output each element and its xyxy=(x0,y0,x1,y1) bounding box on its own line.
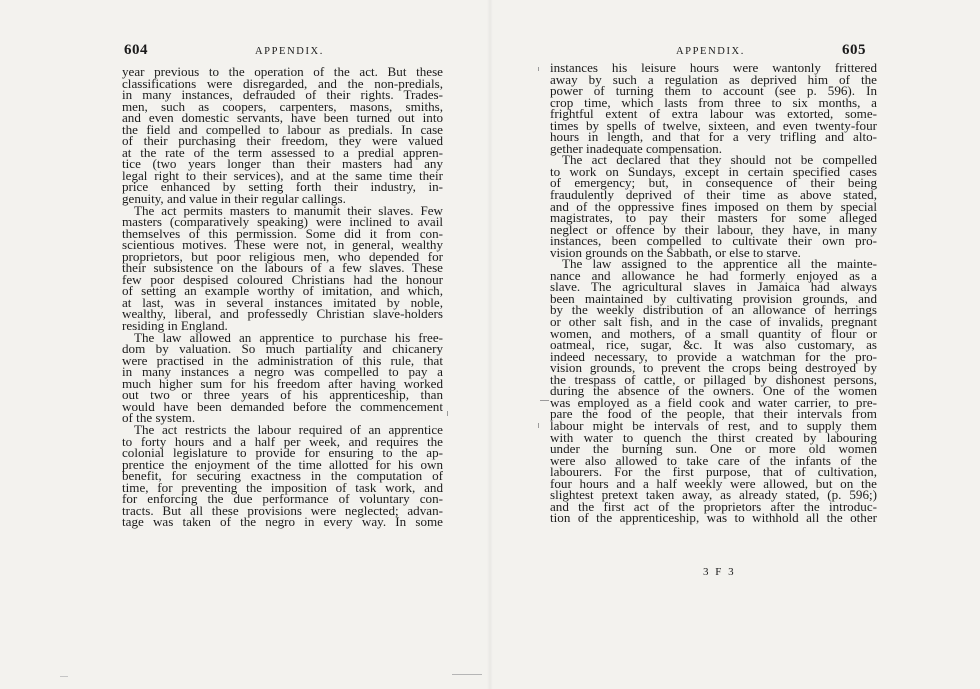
text-line: to work on Sundays, except in certain specified cases xyxy=(550,163,877,179)
text-line: under the burning sun. One or more old women xyxy=(550,441,877,457)
text-line: of their purchasing their freedom, they were valued xyxy=(122,133,443,149)
text-line: were also allowed to take care of the infants of the xyxy=(550,452,877,468)
text-line: price enhanced by setting forth their industry, in- xyxy=(122,179,443,195)
text-line: nance and allowance he had formerly enjoyed as a xyxy=(550,267,877,283)
bottom-scan-mark xyxy=(60,676,68,677)
text-line: dom by valuation. So much partiality and chicanery xyxy=(122,341,443,357)
margin-dash xyxy=(540,400,549,401)
text-line: legal right to their services), and at the same time their xyxy=(122,167,443,183)
text-line: residing in England. xyxy=(122,318,228,334)
margin-speck xyxy=(538,67,539,71)
text-line: The act restricts the labour required of an apprentice xyxy=(134,421,443,437)
text-line: tice (two years longer than their masters had any xyxy=(122,156,443,172)
text-line: tion of the apprenticeship, was to withhold all the other xyxy=(550,510,877,526)
text-line: oatmeal, rice, sugar, &c. It was also customary, as xyxy=(550,337,877,353)
text-line: tracts. But all these provisions were neglected; advan- xyxy=(122,502,443,518)
text-line: been maintained by cultivating provision grounds, and xyxy=(550,290,877,306)
text-line: slightest pretext taken away, as already stated, (p. 596;) xyxy=(550,487,877,503)
text-line: for enforcing the due performance of voluntary con- xyxy=(122,491,443,507)
text-line: labourers. For the first purpose, that of cultivation, xyxy=(550,464,877,480)
text-line: and of the oppressive fines imposed on them by special xyxy=(550,198,877,214)
text-line: away by such a regulation as deprived him of the xyxy=(550,71,877,87)
text-line: during the absence of the owners. One of the women xyxy=(550,383,877,399)
text-line: slave. The agricultural slaves in Jamaica had always xyxy=(550,279,877,295)
text-line: at the rate of the term assessed to a predial appren- xyxy=(122,144,443,160)
text-line: women, and mothers, of a small quantity of flour or xyxy=(550,325,877,341)
text-line: or other salt fish, and in the case of invalids, pregnant xyxy=(550,314,877,330)
text-line: with water to quench the thirst created by labouring xyxy=(550,429,877,445)
text-line: The law allowed an apprentice to purchase his free- xyxy=(134,329,443,345)
text-line: indeed necessary, to provide a watchman for the pro- xyxy=(550,348,877,364)
text-line: time, for preventing the imposition of task work, and xyxy=(122,479,443,495)
text-line: instances, been compelled to cultivate their own pro- xyxy=(550,233,877,249)
text-line: gether inadequate compensation. xyxy=(550,140,722,156)
left-text-block xyxy=(122,66,443,528)
text-line: magistrates, to pay their masters for some alleged xyxy=(550,210,877,226)
text-line: classifications were disregarded, and the non-predials, xyxy=(122,75,443,91)
text-line: of the system. xyxy=(122,410,196,426)
text-line: genuity, and value in their regular callings. xyxy=(122,191,346,207)
text-line: proprietors, but poor religious men, who depended for xyxy=(122,248,443,264)
text-line: crop time, which lasts from three to six months, a xyxy=(550,94,877,110)
text-line: of emergency; but, in consequence of their being xyxy=(550,175,877,191)
left-running-head: APPENDIX. xyxy=(255,46,324,57)
text-line: their subsistence on the labours of a few slaves. These xyxy=(122,260,443,276)
text-line: was employed as a field cook and water carrier, to pre- xyxy=(550,394,877,410)
text-line: vision grounds, to prevent the crops being destroyed by xyxy=(550,360,877,376)
text-line: to forty hours and a half per week, and requires the xyxy=(122,433,443,449)
text-line: and the first act of the proprietors after the introduc- xyxy=(550,498,877,514)
bottom-scan-mark xyxy=(452,674,482,675)
text-line: instances his leisure hours were wantonly frittered xyxy=(550,60,877,75)
text-line: hours in length, and that for a very trifling and alto- xyxy=(550,129,877,145)
text-line: tage was taken of the negro in every way. In some xyxy=(122,514,443,530)
text-line: masters (comparatively speaking) were inclined to avail xyxy=(122,214,443,230)
text-line: out two or three years of his apprenticeship, than xyxy=(122,387,443,403)
text-line: power of turning them to account (see p. 596). In xyxy=(550,83,877,99)
right-page xyxy=(490,0,980,689)
text-line: neglect or offence by their labour, they have, in many xyxy=(550,221,877,237)
text-line: scientious motives. These were not, in general, wealthy xyxy=(122,237,443,253)
text-line: the field and compelled to labour as predials. In case xyxy=(122,121,443,137)
signature-mark: 3 F 3 xyxy=(703,566,736,578)
text-line: The act declared that they should not be compelled xyxy=(562,152,877,168)
text-line: in many instances, defrauded of their rights. Trades- xyxy=(122,87,443,103)
text-line: vision grounds on the Sabbath, or else to starve. xyxy=(550,244,801,260)
text-line: pare the food of the people, that their intervals from xyxy=(550,406,877,422)
text-line: would have been demanded before the commencement xyxy=(122,398,443,414)
text-line: much higher sum for his freedom after having worked xyxy=(122,375,443,391)
right-page-number: 605 xyxy=(842,42,866,58)
left-page-number: 604 xyxy=(124,42,148,58)
text-line: themselves of this permission. Some did it from con- xyxy=(122,225,443,241)
text-line: and even domestic servants, have been turned out into xyxy=(122,110,443,126)
text-line: The act permits masters to manumit their slaves. Few xyxy=(134,202,443,218)
text-line: the trespass of cattle, or pillaged by dishonest persons, xyxy=(550,371,877,387)
text-line: by the weekly distribution of an allowance of herrings xyxy=(550,302,877,318)
margin-speck xyxy=(538,423,539,428)
text-line: frightful extent of extra labour was extorted, some- xyxy=(550,106,877,122)
text-line: four hours and a half weekly were allowed, but on the xyxy=(550,475,877,491)
text-line: of setting an example worthy of imitation, and which, xyxy=(122,283,443,299)
margin-speck xyxy=(447,411,448,416)
right-running-head: APPENDIX. xyxy=(676,46,745,57)
text-line: wealthy, liberal, and professedly Christian slave-holders xyxy=(122,306,443,322)
text-line: men, such as coopers, carpenters, masons, smiths, xyxy=(122,98,443,114)
text-line: benefit, for securing exactness in the computation of xyxy=(122,468,443,484)
text-line: year previous to the operation of the act. But these xyxy=(122,64,443,79)
text-line: times by spells of twelve, sixteen, and even twenty-four xyxy=(550,117,877,133)
text-line: labour might be intervals of rest, and to supply them xyxy=(550,417,877,433)
text-line: in many instances a negro was compelled to pay a xyxy=(122,364,443,380)
text-line: fraudulently deprived of their time as above stated, xyxy=(550,187,877,203)
text-line: prentice the enjoyment of the time allotted for his own xyxy=(122,456,443,472)
text-line: colonial legislature to provide for ensuring to the ap- xyxy=(122,445,443,461)
text-line: The law assigned to the apprentice all the mainte- xyxy=(562,256,877,272)
text-line: were practised in the administration of this rule, that xyxy=(122,352,443,368)
text-line: at last, was in several instances imitated by noble, xyxy=(122,294,443,310)
text-line: few poor despised coloured Christians had the honour xyxy=(122,271,443,287)
right-text-block xyxy=(550,62,877,524)
